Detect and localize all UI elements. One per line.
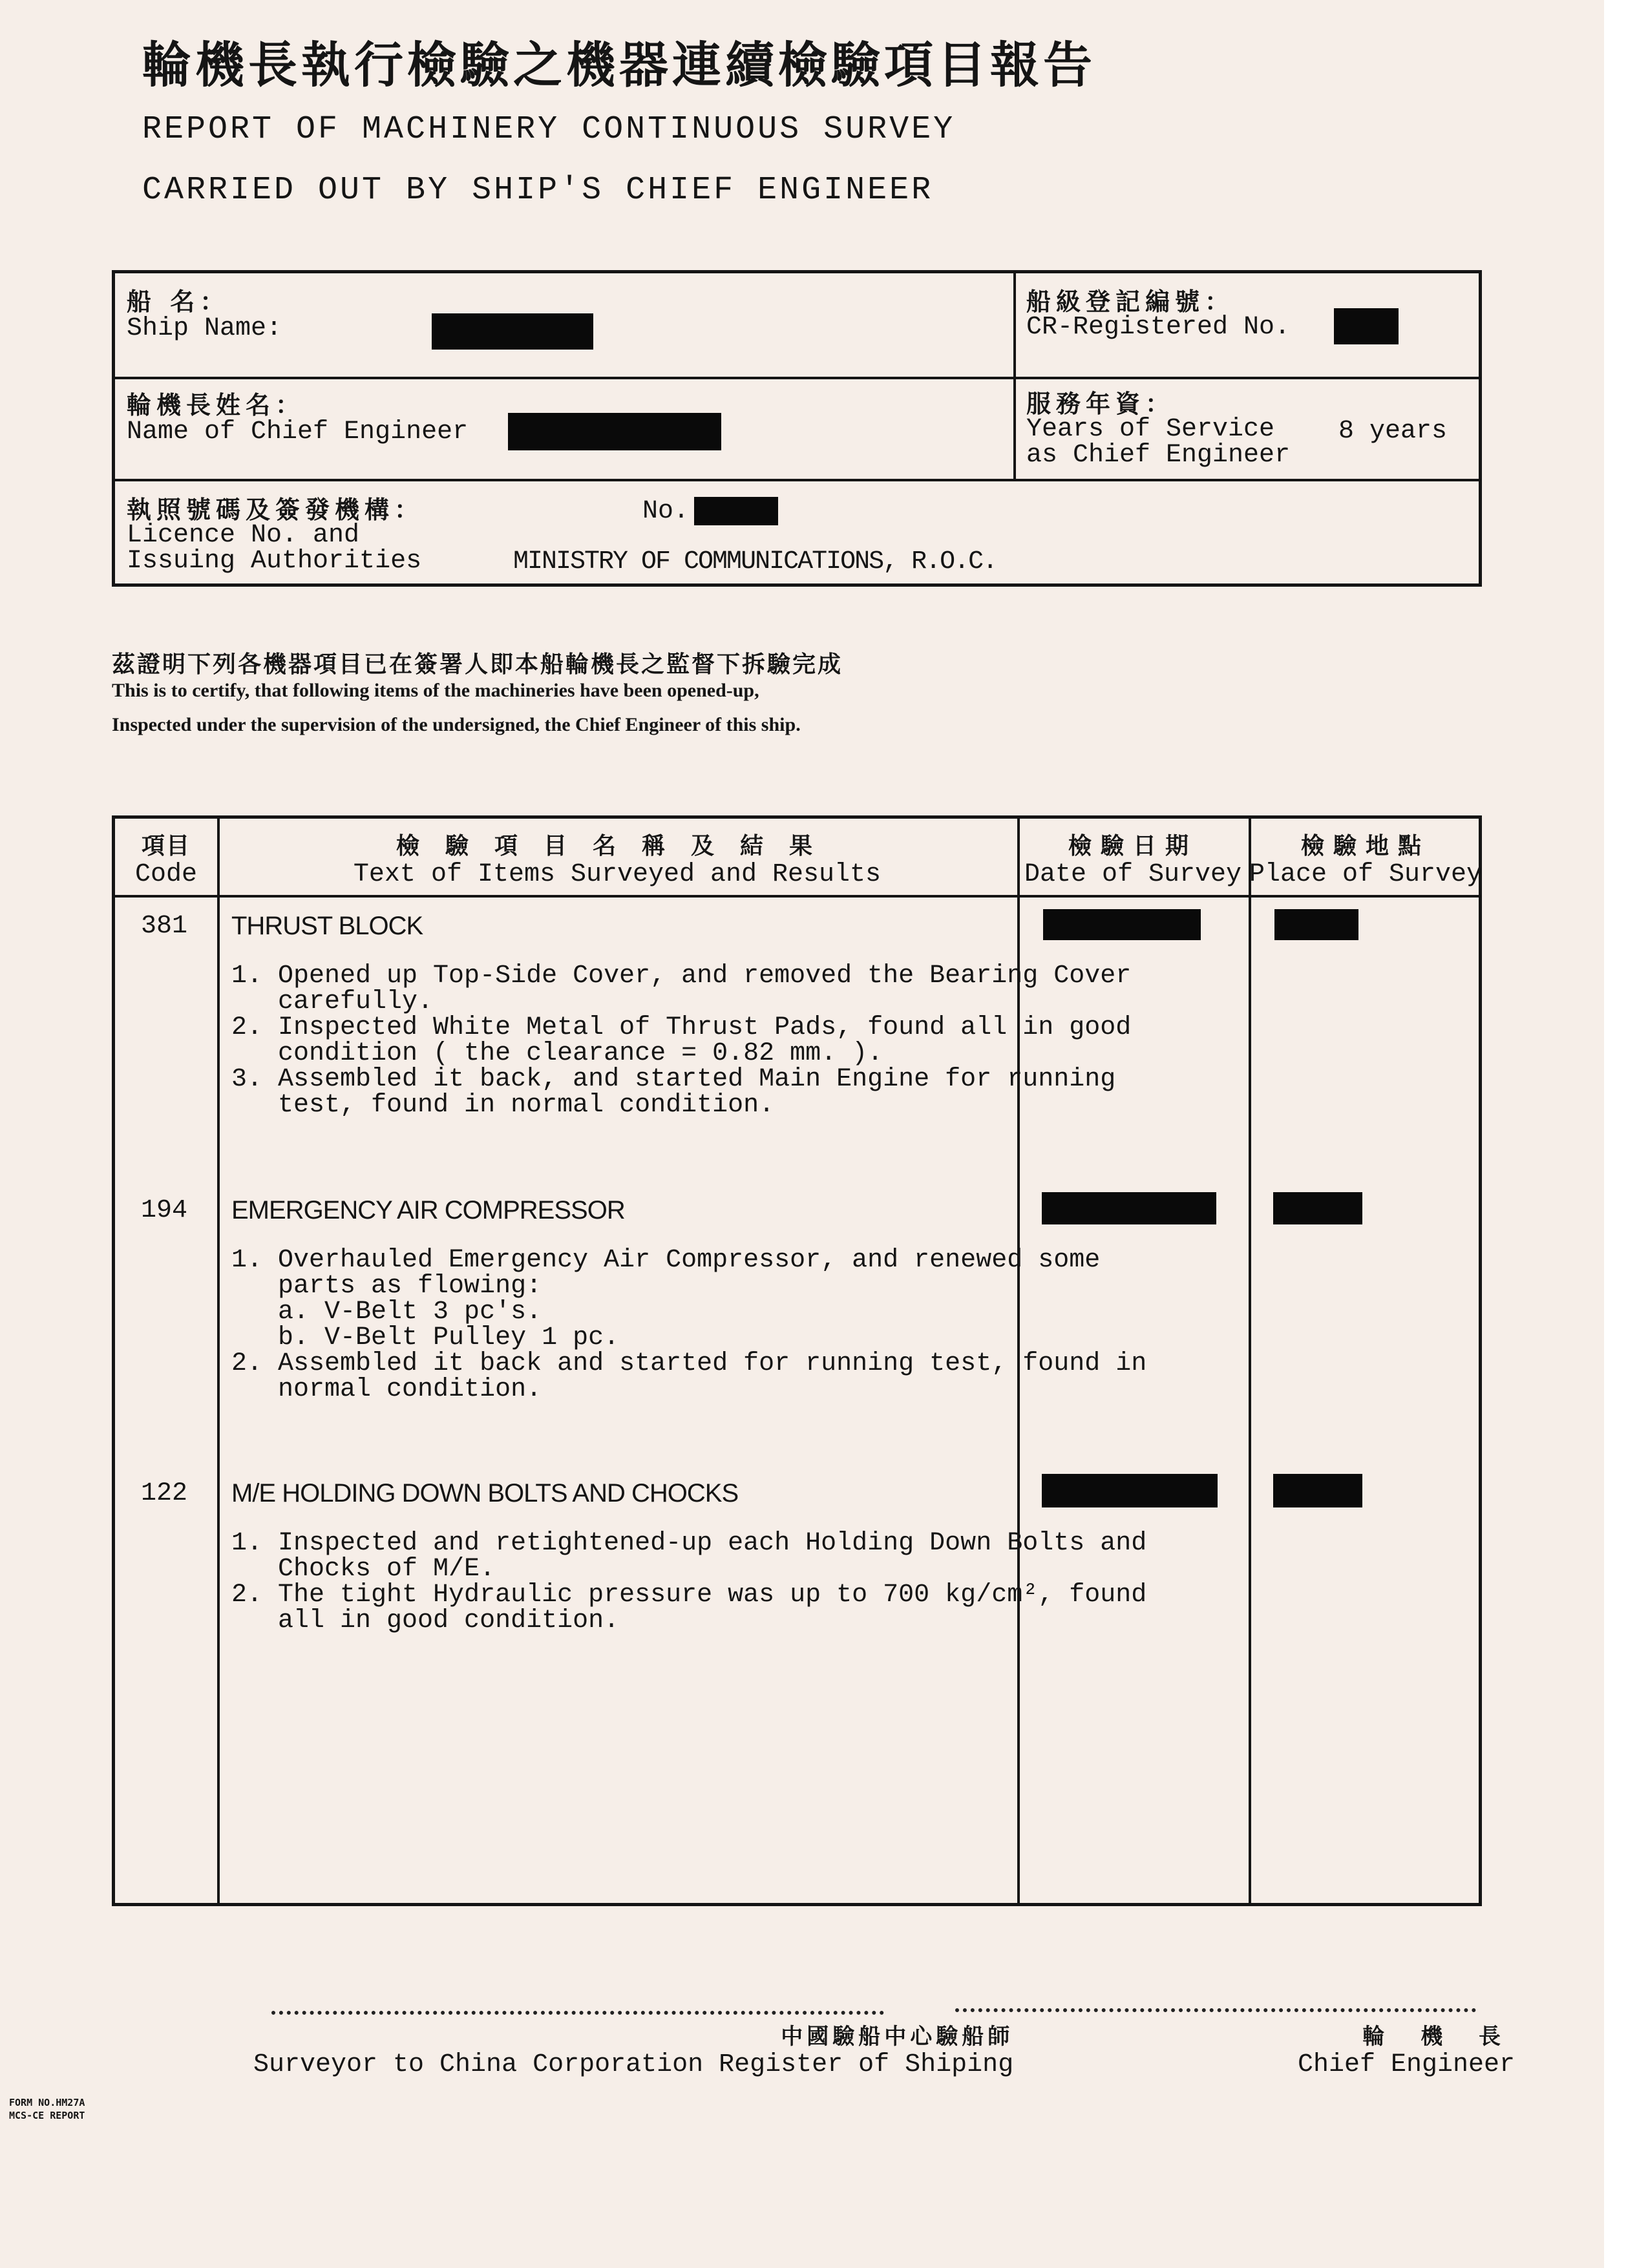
ship-name-label-cn: 船 名：	[127, 287, 230, 316]
col-date-en: Date of Survey	[1024, 860, 1242, 889]
redacted-chief-name	[508, 413, 721, 450]
cr-no-label-cn: 船級登記編號：	[1026, 287, 1235, 316]
surveyor-signature-line	[271, 2011, 884, 2015]
years-label-line1: Years of Service	[1026, 415, 1275, 444]
col-code-cn: 項目	[141, 832, 191, 859]
item-title: M/E HOLDING DOWN BOLTS AND CHOCKS	[231, 1479, 739, 1507]
scan-margin	[1604, 0, 1648, 2268]
title-english-line2: CARRIED OUT BY SHIP'S CHIEF ENGINEER	[142, 172, 934, 209]
redacted-survey-place	[1273, 1474, 1362, 1507]
chief-label: Chief Engineer	[1298, 2050, 1516, 2079]
divider	[217, 819, 220, 1903]
col-place-cn: 檢驗地點	[1300, 832, 1430, 859]
certification-line2: Inspected under the supervision of the undersigned, the Chief Engineer of this ship.	[112, 714, 801, 735]
item-title: THRUST BLOCK	[231, 912, 423, 940]
years-label-line2: as Chief Engineer	[1026, 441, 1291, 470]
cr-no-label: CR-Registered No.	[1026, 313, 1291, 342]
redacted-cr-no	[1334, 308, 1399, 344]
licence-no-label: No.	[642, 497, 690, 526]
chief-name-label: Name of Chief Engineer	[127, 417, 469, 446]
certification-cn: 茲證明下列各機器項目已在簽署人即本船輪機長之監督下拆驗完成	[112, 651, 843, 678]
form-number: FORM NO.HM27A MCS-CE REPORT	[9, 2097, 85, 2121]
chief-name-label-cn: 輪機長姓名：	[127, 390, 306, 419]
redacted-survey-place	[1273, 1192, 1362, 1224]
years-value: 8 years	[1338, 417, 1448, 446]
header-info-table	[112, 270, 1482, 587]
col-header-date	[1017, 828, 1249, 889]
item-code: 122	[141, 1479, 188, 1508]
divider	[115, 377, 1479, 379]
years-label-cn: 服務年資：	[1026, 389, 1176, 418]
col-date-cn: 檢驗日期	[1068, 832, 1198, 859]
chief-label-cn: 輪 機 長	[1362, 2024, 1516, 2050]
item-code: 194	[141, 1196, 188, 1225]
licence-label-line2: Issuing Authorities	[127, 547, 422, 576]
redacted-survey-place	[1274, 909, 1358, 940]
col-code-en: Code	[134, 860, 197, 889]
surveyor-label: Surveyor to China Corporation Register of Shiping	[253, 2050, 1014, 2079]
redacted-survey-date	[1042, 1474, 1218, 1507]
col-text-cn: 檢驗項目名稱及結果	[396, 832, 838, 859]
licence-label-line1: Licence No. and	[127, 521, 360, 550]
col-header-code	[115, 828, 217, 889]
col-place-en: Place of Survey	[1249, 860, 1483, 889]
item-results: 1. Inspected and retightened-up each Holding Down Bolts and Chocks of M/E. 2. The tight Hydraulic pressure was up to 700 kg/cm², found all in good condition.	[231, 1529, 1147, 1635]
redacted-survey-date	[1043, 909, 1201, 940]
issuing-authority: MINISTRY OF COMMUNICATIONS, R.O.C.	[513, 547, 997, 576]
redacted-survey-date	[1042, 1192, 1216, 1224]
ship-name-label: Ship Name:	[127, 314, 282, 343]
item-results: 1. Opened up Top-Side Cover, and removed the Bearing Cover carefully. 2. Inspected White Metal of Thrust Pads, found all in good condition ( the clearance = 0.82 mm. ). 3. Assembled it back, and started Main Engine for running test, found in normal condition.	[231, 961, 1132, 1120]
col-text-en: Text of Items Surveyed and Results	[353, 860, 882, 889]
divider	[1249, 819, 1251, 1903]
chief-signature	[1298, 2019, 1515, 2079]
surveyor-signature	[253, 2019, 1013, 2079]
redacted-ship-name	[432, 313, 593, 350]
title-english-line1: REPORT OF MACHINERY CONTINUOUS SURVEY	[142, 111, 956, 148]
item-title: EMERGENCY AIR COMPRESSOR	[231, 1196, 625, 1224]
divider	[115, 479, 1479, 481]
col-header-place	[1249, 828, 1483, 889]
survey-items-table	[112, 815, 1482, 1906]
item-results: 1. Overhauled Emergency Air Compressor, and renewed some parts as flowing: a. V-Belt 3 pc's. b. V-Belt Pulley 1 pc. 2. Assembled it back and started for running test, found in normal condition.	[231, 1246, 1147, 1404]
surveyor-label-cn: 中國驗船中心驗船師	[781, 2024, 1014, 2050]
item-code: 381	[141, 912, 188, 941]
title-chinese: 輪機長執行檢驗之機器連續檢驗項目報告	[142, 36, 1096, 94]
redacted-licence-no	[694, 497, 778, 525]
licence-label-cn: 執照號碼及簽發機構：	[127, 495, 425, 524]
divider	[1013, 273, 1016, 479]
chief-signature-line	[955, 2008, 1476, 2012]
col-header-text	[217, 828, 1017, 889]
certification-line1: This is to certify, that following items of the machineries have been opened-up,	[112, 680, 759, 701]
header-divider	[115, 895, 1479, 898]
